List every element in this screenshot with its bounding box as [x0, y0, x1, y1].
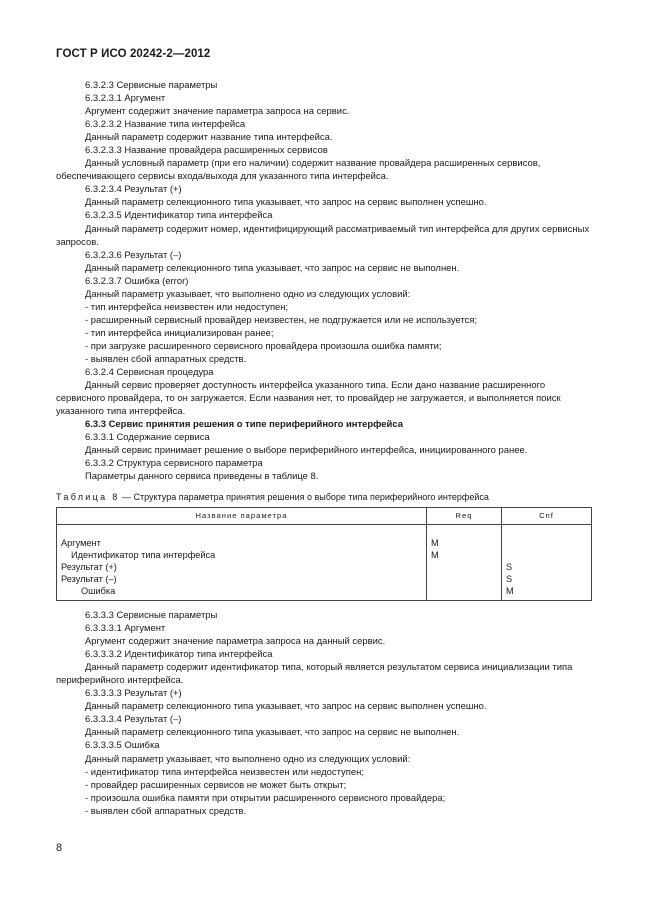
list-item: - выявлен сбой аппаратных средств.: [85, 353, 247, 365]
req-cell: [427, 524, 502, 600]
list-item: - при загрузке расширенного сервисного провайдера произошла ошибка памяти;: [85, 340, 442, 352]
param-name: Аргумент: [61, 537, 101, 548]
table-caption: [56, 491, 592, 504]
paragraph: 6.3.2.3.2 Название типа интерфейса: [85, 119, 246, 131]
name-cell: [57, 524, 427, 600]
cnf-cell: [502, 524, 592, 600]
paragraph: 6.3.2.3.1 Аргумент: [85, 93, 166, 105]
paragraph: Данный сервис проверяет доступность интерфейса указанного типа. Если дано название расширенного сервисного провайдера, то он загружается. Если названия нет, то провайдер не загружается, и выполняется поиск указанного типа интерфейса.: [56, 380, 561, 418]
cnf-value: S: [506, 561, 513, 572]
table-caption-label: Таблица 8: [56, 492, 120, 503]
param-name: Результат (–): [61, 573, 117, 584]
paragraph: 6.3.3.2 Структура сервисного параметра: [85, 458, 263, 470]
column-header-name: Название параметра: [57, 507, 427, 524]
paragraph: 6.3.2.3.6 Результат (–): [85, 249, 182, 261]
list-item: - идентификатор типа интерфейса неизвестен или недоступен;: [85, 766, 364, 778]
table-caption-text: — Структура параметра принятия решения о выборе типа периферийного интерфейса: [119, 492, 489, 503]
document-header: ГОСТ Р ИСО 20242-2—2012: [56, 48, 211, 60]
cnf-value: [506, 537, 587, 549]
paragraph: Аргумент содержит значение параметра запроса на данный сервис.: [85, 636, 386, 648]
paragraph: Данный условный параметр (при его наличии) содержит название провайдера расширенных сервисов, обеспечивающего сервисы входа/выхода для указанного типа интерфейса.: [56, 158, 541, 183]
paragraph: Данный параметр указывает, что выполнено одно из следующих условий:: [85, 753, 411, 765]
section-heading: 6.3.3 Сервис принятия решения о типе периферийного интерфейса: [85, 419, 403, 431]
page-body: [56, 79, 592, 818]
param-name: Идентификатор типа интерфейса: [71, 549, 216, 560]
paragraph: 6.3.3.3.4 Результат (–): [85, 714, 182, 726]
parameter-table: [56, 507, 592, 602]
req-value: [431, 561, 497, 573]
param-name: Результат (+): [61, 561, 117, 572]
paragraph: Параметры данного сервиса приведены в таблице 8.: [85, 471, 319, 483]
table-header-row: [57, 507, 592, 524]
req-value: [431, 573, 497, 585]
list-item: - расширенный сервисный провайдер неизвестен, не подгружается или не используется;: [85, 314, 478, 326]
list-item: - выявлен сбой аппаратных средств.: [85, 805, 247, 817]
paragraph: 6.3.3.3.3 Результат (+): [85, 688, 182, 700]
paragraph: 6.3.2.3.7 Ошибка (error): [85, 275, 189, 287]
paragraph: 6.3.3.1 Содержание сервиса: [85, 432, 210, 444]
paragraph: 6.3.2.3.3 Название провайдера расширенных сервисов: [85, 145, 328, 157]
paragraph: 6.3.2.4 Сервисная процедура: [85, 367, 214, 379]
req-value: М: [431, 549, 439, 560]
paragraph: 6.3.2.3.4 Результат (+): [85, 184, 182, 196]
paragraph: Данный параметр селекционного типа указывает, что запрос на сервис не выполнен.: [85, 727, 460, 739]
list-item: - тип интерфейса инициализирован ранее;: [85, 327, 274, 339]
paragraph: Данный параметр селекционного типа указывает, что запрос на сервис не выполнен.: [85, 262, 460, 274]
paragraph: Данный параметр содержит название типа интерфейса.: [85, 132, 333, 144]
paragraph: 6.3.3.3.1 Аргумент: [85, 623, 166, 635]
req-value: [431, 585, 497, 597]
list-item: - тип интерфейса неизвестен или недоступен;: [85, 301, 289, 313]
paragraph: Данный параметр селекционного типа указывает, что запрос на сервис выполнен успешно.: [85, 197, 487, 209]
paragraph: Данный параметр содержит номер, идентифицирующий рассматриваемый тип интерфейса для других сервисных запросов.: [56, 223, 590, 248]
table-row: [57, 524, 592, 600]
paragraph: Данный сервис принимает решение о выборе периферийного интерфейса, инициированного ранее.: [85, 445, 528, 457]
param-name: Ошибка: [81, 585, 116, 596]
cnf-value: М: [506, 585, 514, 596]
paragraph: 6.3.3.3.5 Ошибка: [85, 740, 160, 752]
paragraph: Аргумент содержит значение параметра запроса на сервис.: [85, 106, 350, 118]
page-number: 8: [56, 842, 63, 854]
paragraph: Данный параметр содержит идентификатор типа, который является результатом сервиса инициализации типа периферийного интерфейса.: [56, 662, 573, 687]
cnf-value: S: [506, 573, 513, 584]
cnf-value: [506, 549, 587, 561]
list-item: - провайдер расширенных сервисов не может быть открыт;: [85, 779, 347, 791]
paragraph: 6.3.2.3.5 Идентификатор типа интерфейса: [85, 210, 273, 222]
paragraph: 6.3.3.3.2 Идентификатор типа интерфейса: [85, 649, 273, 661]
paragraph: 6.3.3.3 Сервисные параметры: [85, 610, 218, 622]
req-value: М: [431, 537, 439, 548]
column-header-req: Req: [427, 507, 502, 524]
paragraph: Данный параметр указывает, что выполнено одно из следующих условий:: [85, 288, 411, 300]
list-item: - произошла ошибка памяти при открытии расширенного сервисного провайдера;: [85, 792, 446, 804]
paragraph: 6.3.2.3 Сервисные параметры: [85, 80, 218, 91]
column-header-cnf: Cnf: [502, 507, 592, 524]
paragraph: Данный параметр селекционного типа указывает, что запрос на сервис выполнен успешно.: [85, 701, 487, 713]
